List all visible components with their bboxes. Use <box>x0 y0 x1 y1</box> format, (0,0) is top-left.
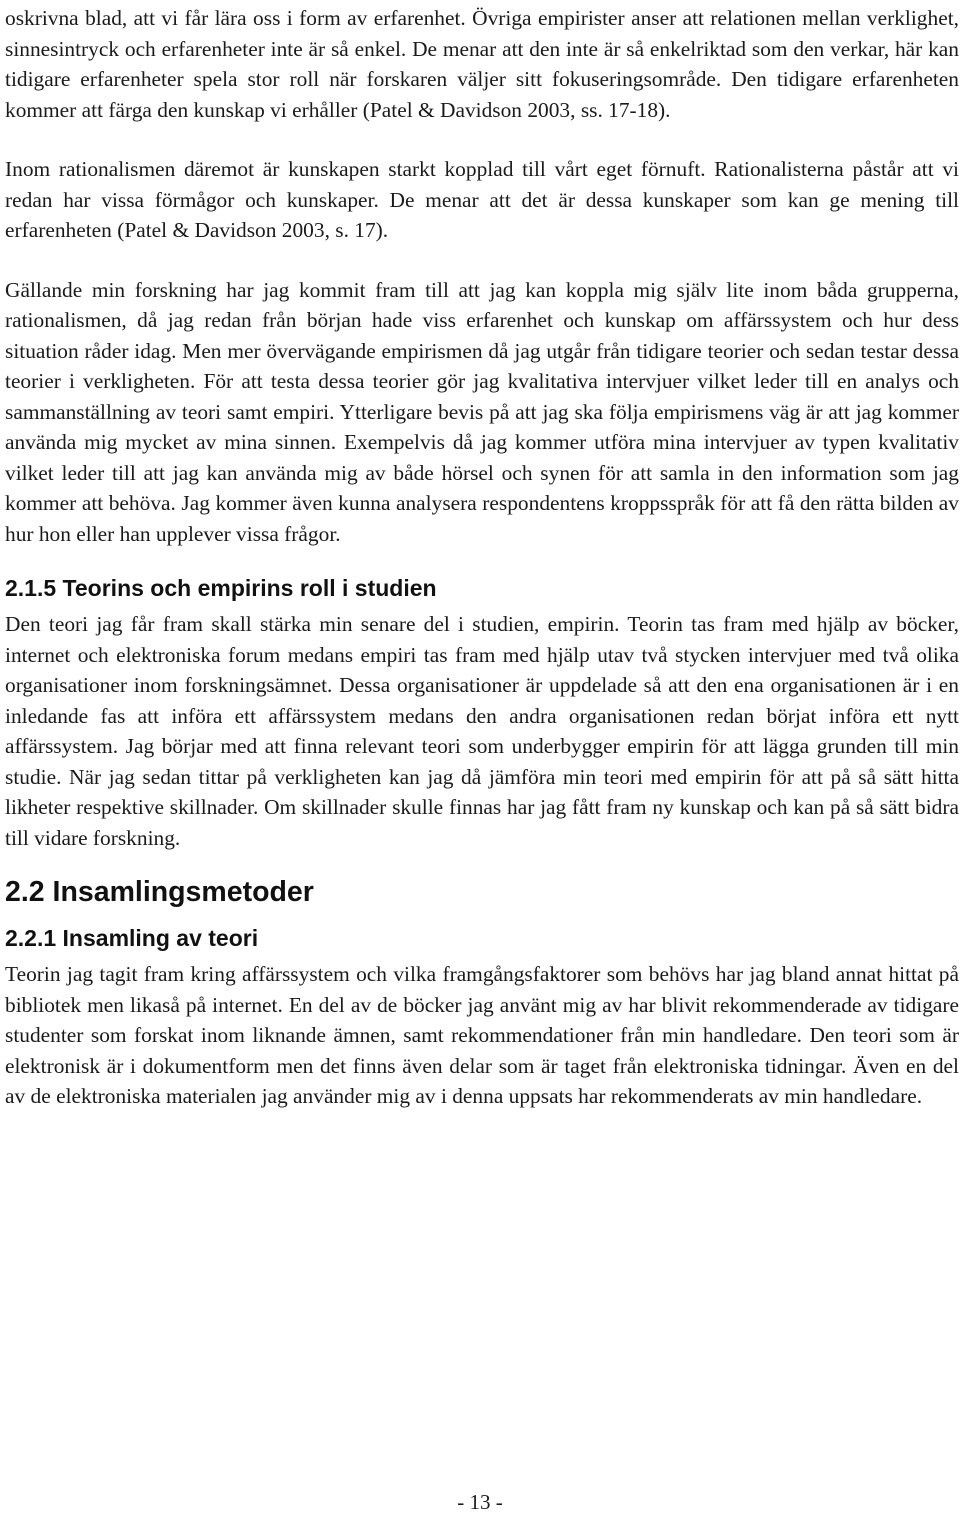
section-heading-2-1-5: 2.1.5 Teorins och empirins roll i studien <box>5 575 437 601</box>
page-number: - 13 - <box>457 1490 503 1514</box>
body-paragraph-theory-collection: Teorin jag tagit fram kring affärssystem och vilka framgångsfaktorer som behövs har jag bland annat hittat på bibliotek men likaså på internet. En del av de böcker jag använt mig av har blivit rekommenderade av tidigare studenter som forskat inom liknande ämnen, samt rekommendationer från min handledare. Den teori som är elektronisk är i dokumentform men det finns även delar som är taget från elektroniska tidningar. Även en del av de elektroniska materialen jag använder mig av i denna uppsats har rekommenderats av min handledare. <box>5 962 959 1108</box>
body-paragraph-empiricism: oskrivna blad, att vi får lära oss i form av erfarenhet. Övriga empirister anser att relationen mellan verklighet, sinnesintryck och erfarenheter inte är så enkel. De menar att den inte är så enkelriktad som den verkar, här kan tidigare erfarenheter spela stor roll när forskaren väljer sitt fokuseringsområde. Den tidigare erfarenheten kommer att färga den kunskap vi erhåller (Patel & Davidson 2003, ss. 17-18). <box>5 6 959 122</box>
section-heading-2-2: 2.2 Insamlingsmetoder <box>5 876 314 908</box>
body-paragraph-rationalism: Inom rationalismen däremot är kunskapen starkt kopplad till vårt eget förnuft. Rationalisterna påstår att vi redan har vissa förmågor och kunskaper. De menar att det är dessa kunskaper som kan ge mening till erfarenheten (Patel & Davidson 2003, s. 17). <box>5 157 959 242</box>
body-paragraph-own-research: Gällande min forskning har jag kommit fram till att jag kan koppla mig själv lite inom båda grupperna, rationalismen, då jag redan från början hade viss erfarenhet och kunskap om affärssystem och hur dess situation råder idag. Men mer övervägande empirismen då jag utgår från tidigare teorier och sedan testar dessa teorier i verkligheten. För att testa dessa teorier gör jag kvalitativa intervjuer vilket leder till en analys och sammanställning av teori samt empiri. Ytterligare bevis på att jag ska följa empirismens väg är att jag kommer använda mig mycket av mina sinnen. Exempelvis då jag kommer utföra mina intervjuer av typen kvalitativ vilket leder till att jag kan använda mig av både hörsel och synen för att samla in den information som jag kommer att behöva. Jag kommer även kunna analysera respondentens kroppsspråk för att få den rätta bilden av hur hon eller han upplever vissa frågor. <box>5 277 959 546</box>
document-page <box>5 3 959 1112</box>
body-paragraph-theory-empiricism-role: Den teori jag får fram skall stärka min senare del i studien, empirin. Teorin tas fram med hjälp av böcker, internet och elektroniska forum medans empiri tas fram med hjälp utav två stycken intervjuer med två olika organisationer inom forskningsämnet. Dessa organisationer är uppdelade så att den ena organisationen är i en inledande fas att införa ett affärssystem medans den andra organisationen redan börjat införa ett nytt affärssystem. Jag börjar med att finna relevant teori som underbygger empirin för att lägga grunden till min studie. När jag sedan tittar på verkligheten kan jag då jämföra min teori med empirin för att på så sätt hitta likheter respektive skillnader. Om skillnader skulle finnas har jag fått fram ny kunskap och kan på så sätt bidra till vidare forskning. <box>5 612 959 850</box>
section-heading-2-2-1: 2.2.1 Insamling av teori <box>5 925 259 951</box>
